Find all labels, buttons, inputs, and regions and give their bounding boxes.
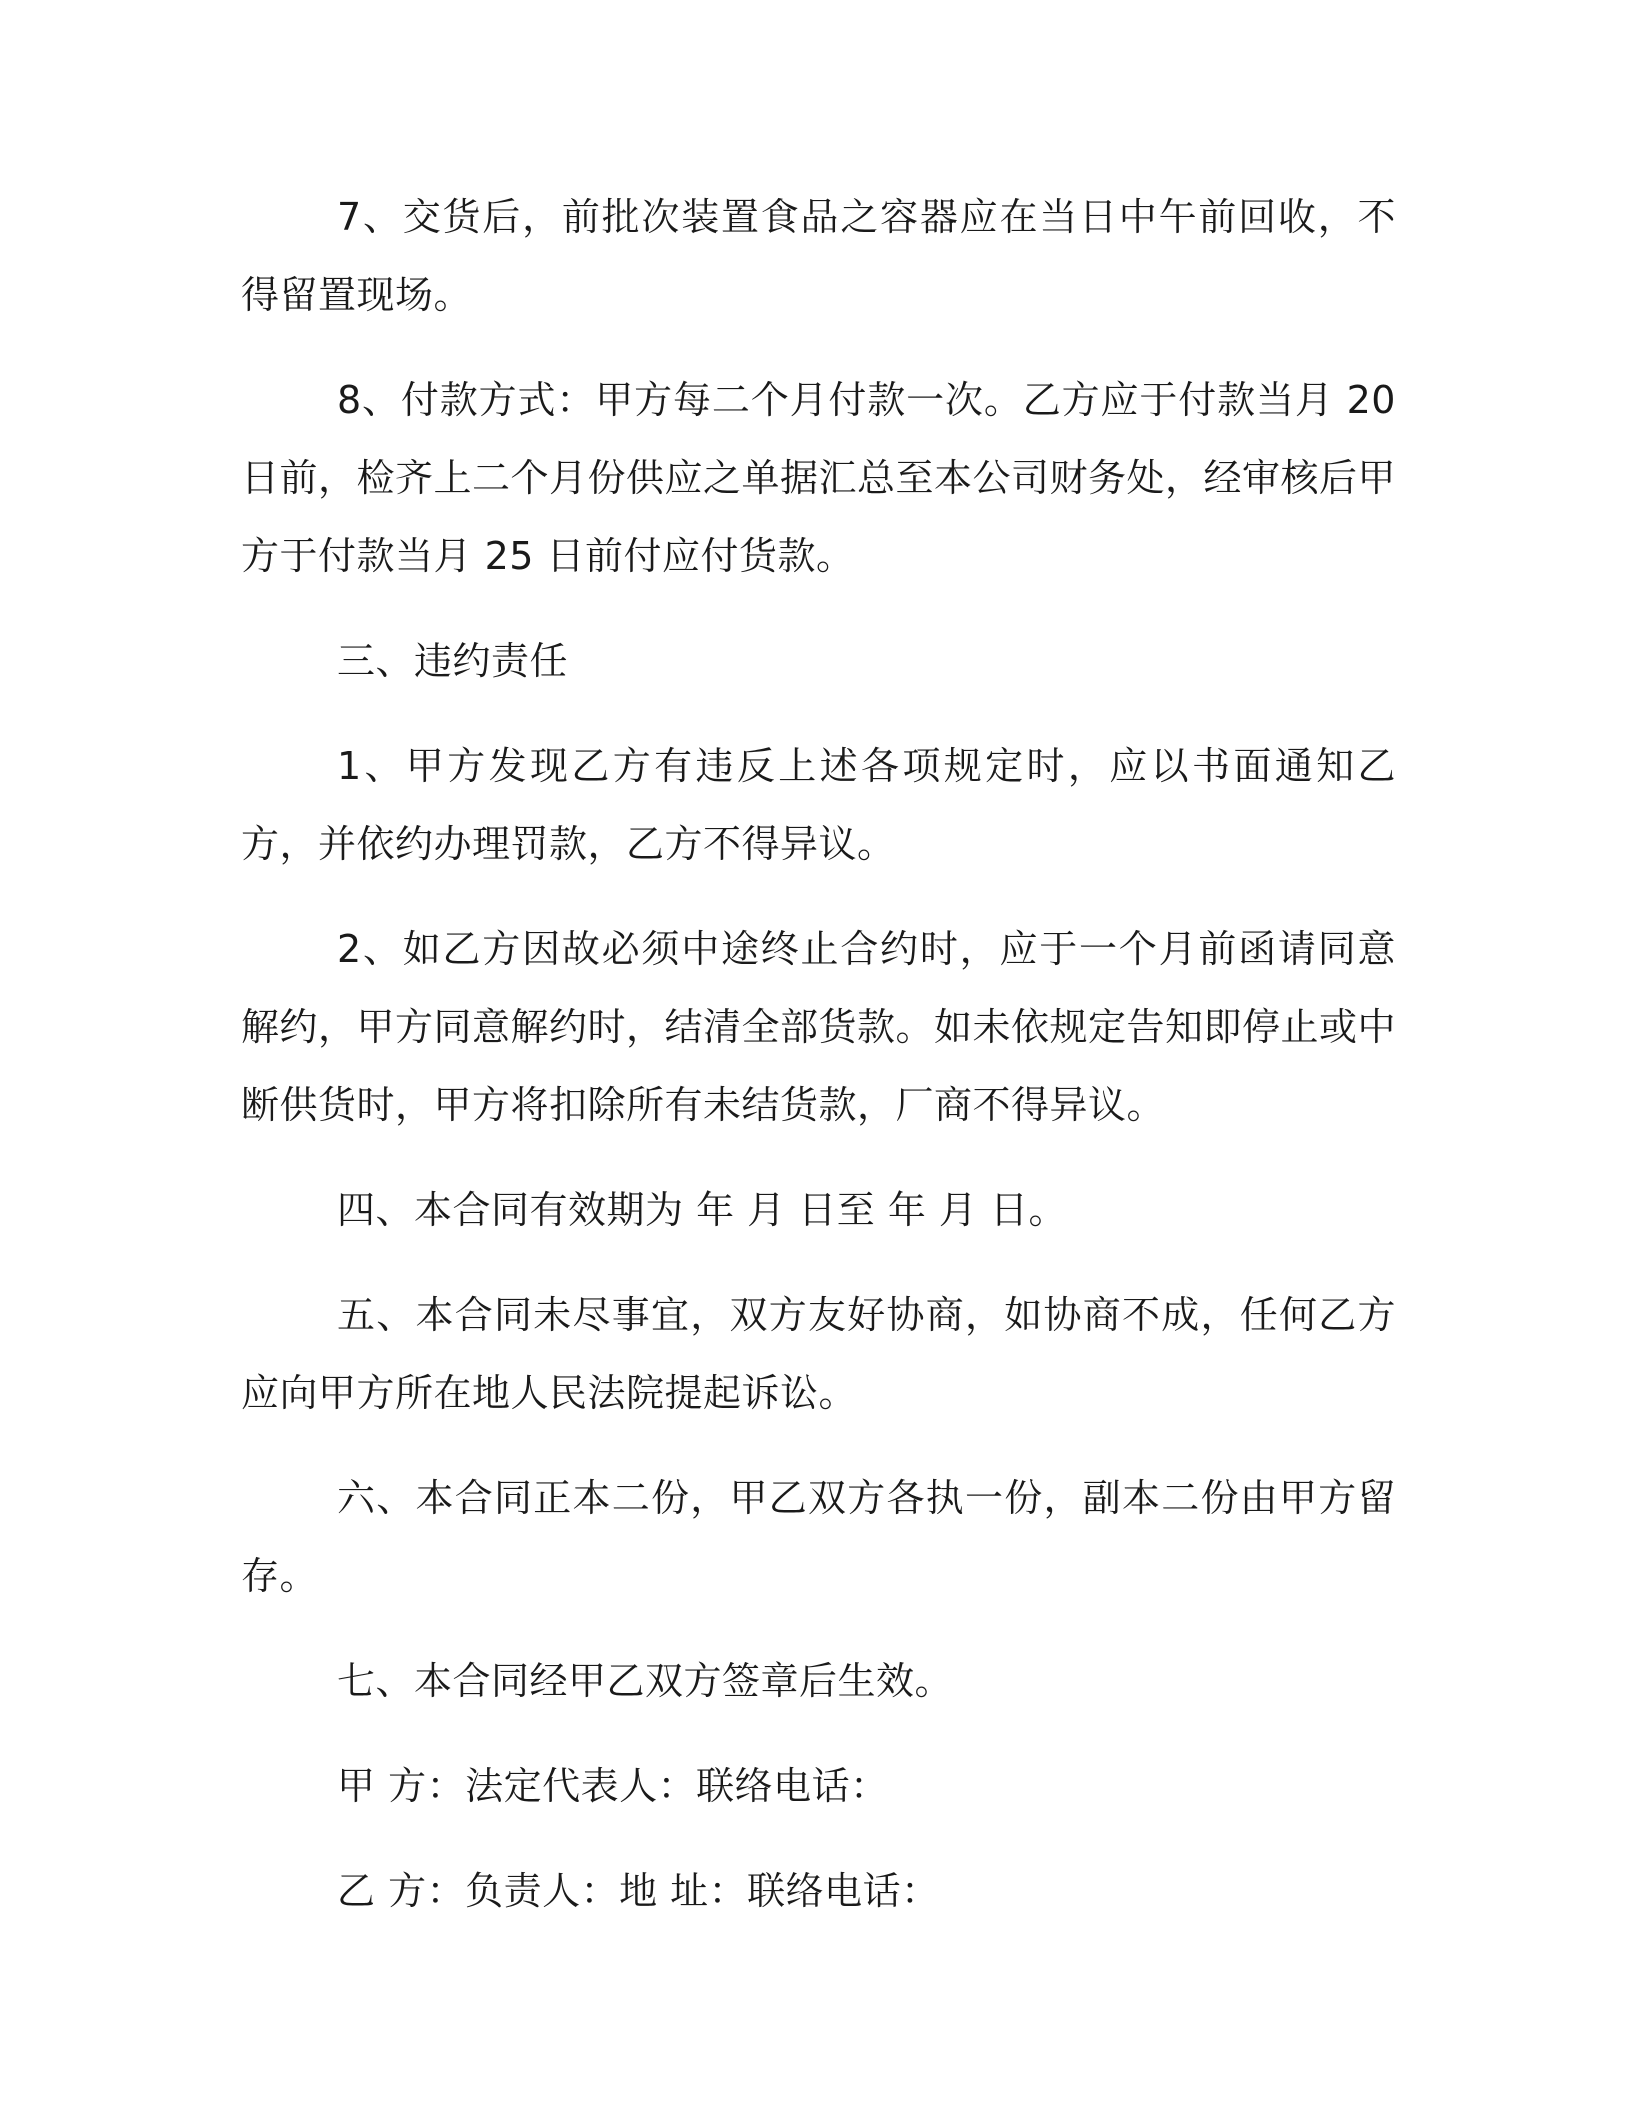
clause-8-payment-method: 8、付款方式：甲方每二个月付款一次。乙方应于付款当月 20 日前，检齐上二个月份供应之单据汇总至本公司财务处，经审核后甲方于付款当月 25 日前付应付货款。 bbox=[241, 378, 1397, 578]
section-6-copies: 六、本合同正本二份，甲乙双方各执一份，副本二份由甲方留存。 bbox=[241, 1476, 1396, 1598]
clause-2-termination: 2、如乙方因故必须中途终止合约时，应于一个月前函请同意解约，甲方同意解约时，结清全部货款。如未依规定告知即停止或中断供货时，甲方将扣除所有未结货款，厂商不得异议。 bbox=[241, 927, 1397, 1127]
clause-1-violation-notice: 1、甲方发现乙方有违反上述各项规定时，应以书面通知乙方，并依约办理罚款，乙方不得异议。 bbox=[241, 744, 1396, 866]
section-4-validity: 四、本合同有效期为 年 月 日至 年 月 日。 bbox=[337, 1188, 1067, 1232]
clause-7-container-return: 7、交货后，前批次装置食品之容器应在当日中午前回收，不得留置现场。 bbox=[241, 195, 1396, 317]
section-5-disputes: 五、本合同未尽事宜，双方友好协商，如协商不成，任何乙方应向甲方所在地人民法院提起诉讼。 bbox=[241, 1293, 1396, 1415]
party-a-signature-line: 甲 方：法定代表人：联络电话： bbox=[337, 1764, 889, 1808]
section-7-effective: 七、本合同经甲乙双方签章后生效。 bbox=[337, 1659, 954, 1703]
document-body bbox=[241, 178, 1396, 1957]
section-3-heading: 三、违约责任 bbox=[337, 639, 569, 683]
party-b-signature-line: 乙 方：负责人：地 址：联络电话： bbox=[337, 1869, 940, 1913]
